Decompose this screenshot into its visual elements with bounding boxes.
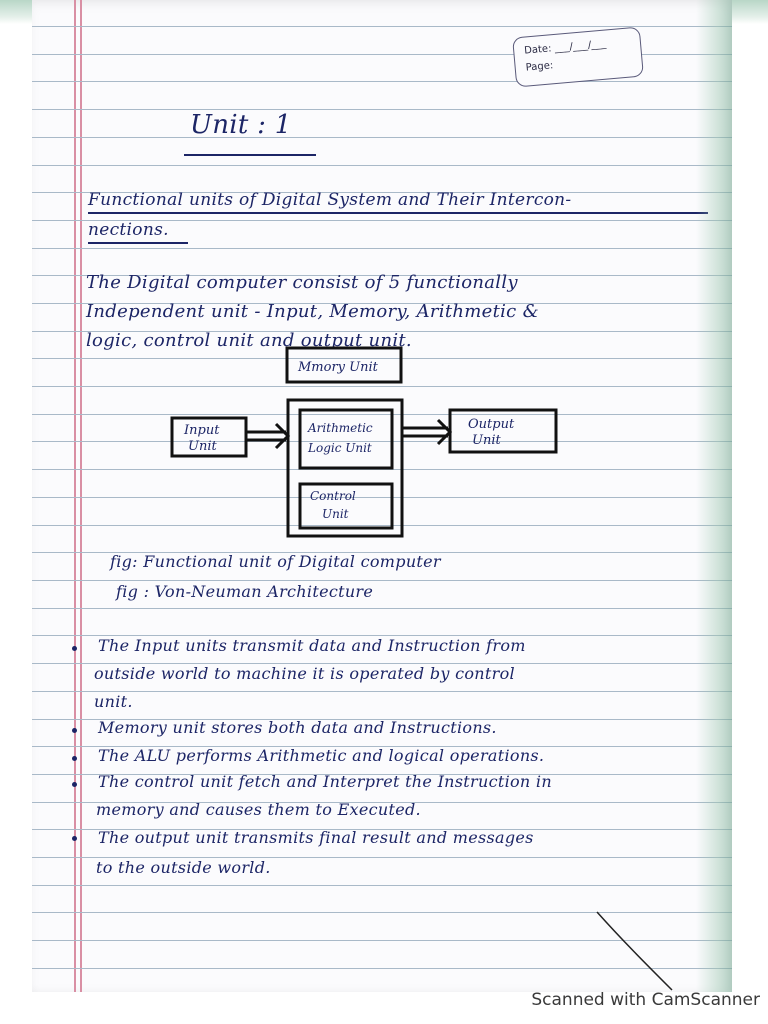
intro-line-3: logic, control unit and output unit.	[86, 330, 412, 351]
output-unit-label: Output	[468, 417, 515, 432]
notebook-page	[32, 0, 732, 992]
bullet-line: The ALU performs Arithmetic and logical operations.	[98, 746, 545, 765]
unit-title: Unit : 1	[190, 110, 292, 140]
intro-line-2: Independent unit - Input, Memory, Arithmetic &	[86, 301, 539, 322]
alu-label: Logic Unit	[308, 441, 372, 455]
figure-caption-1: fig: Functional unit of Digital computer	[110, 552, 441, 571]
bullet-line: The output unit transmits final result and messages	[98, 828, 534, 847]
scanner-watermark: Scanned with CamScanner	[531, 990, 760, 1010]
bullet-line: to the outside world.	[96, 858, 271, 877]
page-label: Page:	[525, 60, 554, 74]
intro-line-1: The Digital computer consist of 5 functionally	[86, 272, 518, 293]
control-unit-label: Control	[310, 489, 356, 503]
heading-line-1: Functional units of Digital System and Their Intercon-	[88, 190, 572, 210]
alu-label: Arithmetic	[308, 421, 373, 435]
heading-line-2: nections.	[88, 220, 169, 240]
bullet-line: unit.	[94, 692, 133, 711]
date-label: Date: ___/___/___	[523, 38, 607, 57]
input-unit-label: Unit	[188, 439, 217, 454]
input-unit-label: Input	[184, 423, 220, 438]
output-unit-label: Unit	[472, 433, 501, 448]
control-unit-label: Unit	[322, 507, 349, 521]
bullet-line: memory and causes them to Executed.	[96, 800, 421, 819]
bullet-line: The control unit fetch and Interpret the Instruction in	[98, 772, 552, 791]
pen-stroke	[32, 0, 732, 992]
bullet-line: The Input units transmit data and Instruction from	[98, 636, 526, 655]
bullet-line: outside world to machine it is operated by control	[94, 664, 515, 683]
figure-caption-2: fig : Von-Neuman Architecture	[116, 582, 374, 601]
memory-unit-label: Mmory Unit	[298, 360, 378, 375]
bullet-line: Memory unit stores both data and Instructions.	[98, 718, 497, 737]
page-edge-shadow	[696, 0, 732, 992]
